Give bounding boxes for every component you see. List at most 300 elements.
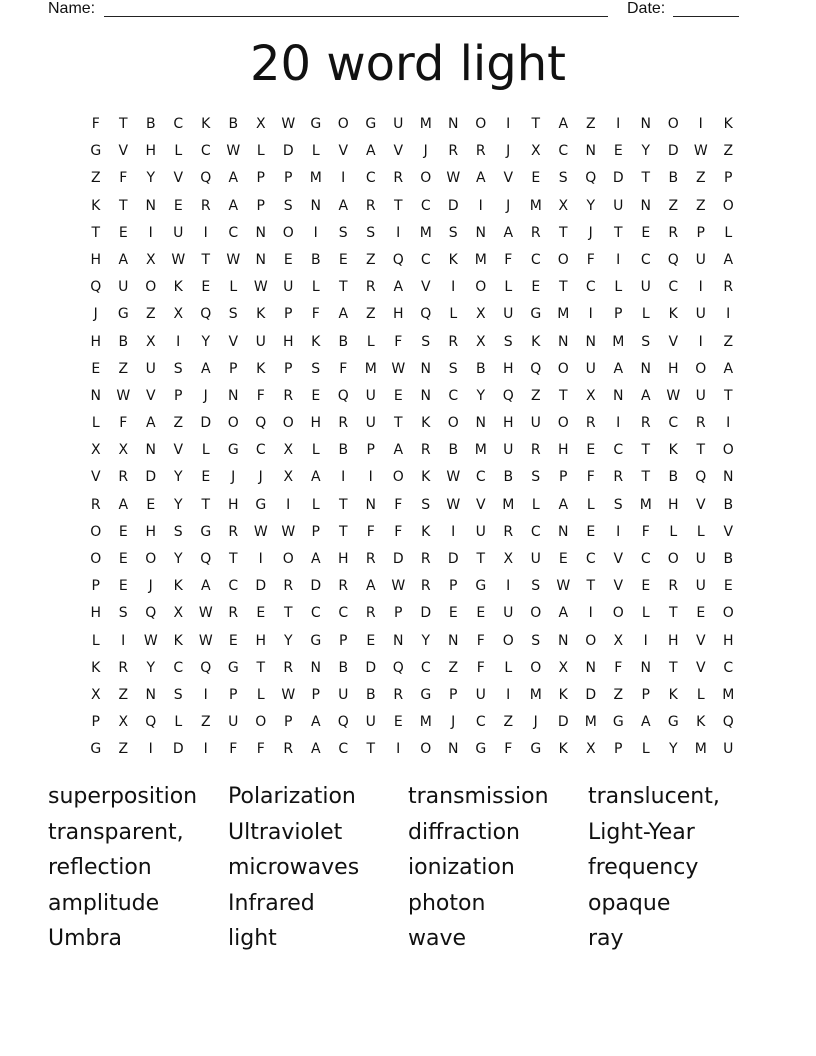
grid-letter: R [393, 686, 404, 703]
grid-letter: I [451, 279, 456, 296]
grid-letter: P [449, 686, 458, 703]
grid-letter: N [420, 360, 431, 377]
grid-letter: C [420, 197, 431, 214]
grid-letter: I [588, 306, 593, 323]
grid-letter: P [641, 686, 650, 703]
grid-letter: Z [365, 251, 376, 268]
grid-letter: F [504, 251, 513, 268]
grid-letter: T [476, 551, 486, 567]
grid-letter: N [558, 632, 569, 649]
grid-letter: I [313, 224, 318, 241]
grid-letter: A [338, 197, 349, 214]
grid-letter: F [229, 741, 238, 758]
grid-letter: Y [201, 333, 211, 350]
grid-letter: T [283, 605, 293, 622]
grid-letter: N [228, 387, 239, 404]
grid-letter: G [475, 741, 487, 758]
grid-letter: E [366, 632, 376, 649]
grid-letter: A [393, 442, 404, 459]
grid-letter: R [530, 442, 541, 459]
grid-letter: R [723, 279, 734, 296]
grid-letter: Z [613, 686, 624, 703]
grid-letter: H [90, 605, 102, 622]
grid-letter: O [282, 415, 294, 432]
grid-letter: G [200, 523, 212, 540]
grid-letter: I [451, 523, 456, 540]
grid-letter: R [448, 143, 459, 160]
grid-letter: M [584, 714, 597, 731]
grid-letter: A [310, 741, 321, 758]
name-fill-line[interactable] [104, 16, 608, 17]
grid-letter: Z [668, 197, 679, 214]
grid-letter: N [255, 251, 266, 268]
grid-letter: R [365, 279, 376, 296]
grid-letter: A [640, 714, 651, 731]
grid-letter: R [338, 415, 349, 432]
grid-letter: X [475, 306, 486, 323]
grid-letter: P [366, 442, 375, 459]
grid-letter: W [143, 632, 158, 649]
grid-letter: Y [173, 551, 183, 567]
grid-letter: H [502, 360, 514, 377]
grid-letter: I [286, 496, 291, 513]
grid-letter: C [668, 279, 679, 296]
grid-letter: L [311, 143, 320, 160]
grid-letter: Q [585, 170, 597, 187]
grid-letter: K [173, 279, 183, 296]
grid-letter: G [117, 306, 129, 323]
grid-letter: O [90, 523, 102, 540]
grid-letter: B [723, 496, 734, 513]
grid-letter: S [173, 360, 183, 377]
grid-letter: C [173, 659, 184, 676]
word-list-item: wave [408, 926, 467, 952]
grid-letter: R [118, 469, 129, 486]
grid-letter: C [475, 714, 486, 731]
grid-letter: K [311, 333, 321, 350]
grid-letter: K [696, 714, 706, 731]
grid-letter: J [258, 469, 263, 486]
grid-letter: E [696, 605, 706, 622]
grid-letter: O [255, 714, 267, 731]
grid-letter: U [695, 551, 706, 567]
grid-letter: D [420, 605, 432, 622]
grid-letter: L [201, 442, 210, 459]
grid-letter: I [616, 251, 621, 268]
grid-letter: V [613, 551, 624, 567]
grid-letter: Q [337, 714, 349, 731]
grid-letter: G [530, 741, 542, 758]
grid-letter: P [229, 686, 238, 703]
grid-letter: D [200, 415, 212, 432]
grid-letter: L [641, 306, 650, 323]
grid-letter: Z [118, 686, 129, 703]
grid-letter: V [118, 143, 129, 160]
grid-letter: I [616, 523, 621, 540]
grid-letter: T [558, 224, 568, 241]
grid-letter: N [255, 224, 266, 241]
grid-letter: Z [695, 170, 706, 187]
grid-letter: B [503, 469, 514, 486]
grid-letter: Y [173, 496, 183, 513]
grid-letter: Q [392, 251, 404, 268]
grid-letter: B [475, 360, 486, 377]
grid-letter: L [696, 686, 705, 703]
grid-letter: S [531, 469, 541, 486]
grid-letter: H [722, 632, 734, 649]
grid-letter: N [585, 333, 596, 350]
grid-letter: N [448, 116, 459, 132]
grid-letter: G [90, 741, 102, 758]
grid-letter: C [558, 143, 569, 160]
grid-letter: E [118, 224, 128, 241]
grid-letter: N [558, 523, 569, 540]
grid-letter: U [695, 578, 706, 595]
grid-letter: Q [502, 387, 514, 404]
grid-letter: P [284, 360, 293, 377]
grid-letter: F [641, 523, 650, 540]
grid-letter: L [174, 714, 183, 731]
grid-letter: T [228, 551, 238, 567]
grid-letter: A [723, 251, 734, 268]
grid-letter: W [281, 686, 296, 703]
grid-letter: Q [530, 360, 542, 377]
grid-letter: R [365, 197, 376, 214]
grid-letter: F [119, 415, 128, 432]
grid-letter: Y [146, 170, 156, 187]
grid-letter: F [256, 387, 265, 404]
grid-letter: K [558, 741, 568, 758]
grid-letter: O [282, 224, 294, 241]
grid-letter: P [256, 197, 265, 214]
grid-letter: M [722, 686, 735, 703]
grid-letter: Z [365, 306, 376, 323]
grid-letter: V [393, 143, 404, 160]
grid-letter: O [667, 551, 679, 567]
grid-letter: U [503, 605, 514, 622]
grid-letter: I [726, 306, 731, 323]
grid-letter: P [256, 170, 265, 187]
grid-letter: O [612, 605, 624, 622]
grid-letter: X [558, 197, 569, 214]
grid-letter: A [613, 360, 624, 377]
grid-letter: Z [723, 333, 734, 350]
grid-letter: A [558, 605, 569, 622]
grid-letter: E [118, 551, 128, 567]
grid-letter: C [530, 251, 541, 268]
word-list-item: ionization [408, 855, 515, 881]
grid-letter: L [531, 496, 540, 513]
grid-letter: E [586, 523, 596, 540]
grid-letter: D [145, 469, 157, 486]
grid-letter: O [695, 360, 707, 377]
grid-letter: C [228, 578, 239, 595]
grid-letter: A [558, 496, 569, 513]
grid-letter: T [696, 442, 706, 459]
grid-letter: M [474, 251, 487, 268]
grid-letter: T [558, 387, 568, 404]
grid-letter: I [616, 116, 621, 132]
grid-letter: G [227, 659, 239, 676]
grid-letter: U [145, 360, 156, 377]
grid-letter: M [419, 116, 432, 132]
grid-letter: U [338, 686, 349, 703]
grid-letter: C [723, 659, 734, 676]
grid-letter: U [695, 306, 706, 323]
grid-letter: T [558, 279, 568, 296]
grid-letter: K [668, 442, 678, 459]
grid-letter: L [504, 279, 513, 296]
grid-letter: L [724, 224, 733, 241]
grid-letter: D [447, 551, 459, 567]
grid-letter: W [253, 279, 268, 296]
grid-letter: B [338, 442, 349, 459]
grid-letter: I [341, 469, 346, 486]
grid-letter: C [530, 523, 541, 540]
grid-letter: N [585, 659, 596, 676]
grid-letter: A [310, 714, 321, 731]
grid-letter: R [420, 551, 431, 567]
grid-letter: V [695, 659, 706, 676]
grid-letter: E [531, 279, 541, 296]
grid-letter: T [668, 659, 678, 676]
grid-letter: M [529, 197, 542, 214]
grid-letter: I [203, 224, 208, 241]
grid-letter: P [174, 387, 183, 404]
grid-letter: C [613, 442, 624, 459]
grid-letter: Z [90, 170, 101, 187]
grid-letter: F [614, 659, 623, 676]
grid-letter: Q [255, 415, 267, 432]
grid-letter: W [281, 116, 296, 132]
grid-letter: E [283, 251, 293, 268]
worksheet-header [0, 0, 816, 22]
grid-letter: J [533, 714, 538, 731]
grid-letter: G [420, 686, 432, 703]
grid-letter: I [698, 333, 703, 350]
grid-letter: D [667, 143, 679, 160]
grid-letter: B [365, 686, 376, 703]
grid-letter: S [558, 170, 568, 187]
grid-letter: C [200, 143, 211, 160]
grid-letter: H [227, 496, 239, 513]
grid-letter: O [337, 116, 349, 132]
grid-letter: E [201, 279, 211, 296]
grid-letter: B [338, 333, 349, 350]
grid-letter: A [200, 578, 211, 595]
grid-letter: I [506, 686, 511, 703]
grid-letter: I [341, 170, 346, 187]
grid-letter: L [311, 442, 320, 459]
grid-letter: R [283, 387, 294, 404]
grid-letter: Y [283, 632, 293, 649]
date-fill-line[interactable] [673, 16, 739, 17]
grid-letter: Q [200, 170, 212, 187]
grid-letter: L [669, 523, 678, 540]
grid-letter: K [91, 659, 101, 676]
grid-letter: P [449, 578, 458, 595]
grid-letter: B [310, 251, 321, 268]
grid-letter: H [392, 306, 404, 323]
grid-letter: N [475, 224, 486, 241]
grid-letter: R [393, 170, 404, 187]
grid-letter: U [393, 116, 404, 132]
grid-letter: X [503, 551, 514, 567]
grid-letter: I [506, 116, 511, 132]
grid-letter: Z [173, 415, 184, 432]
grid-letter: Z [448, 659, 459, 676]
grid-letter: G [255, 496, 267, 513]
grid-letter: P [394, 605, 403, 622]
grid-letter: J [423, 143, 428, 160]
grid-letter: L [311, 279, 320, 296]
grid-letter: W [666, 387, 681, 404]
grid-letter: R [338, 578, 349, 595]
grid-letter: U [365, 387, 376, 404]
grid-letter: B [228, 116, 239, 132]
word-list-item: translucent, [588, 784, 720, 809]
grid-letter: C [338, 605, 349, 622]
grid-letter: H [502, 415, 514, 432]
grid-letter: X [173, 605, 184, 622]
grid-letter: V [695, 496, 706, 513]
grid-letter: C [448, 387, 459, 404]
grid-letter: F [256, 741, 265, 758]
grid-letter: A [118, 251, 129, 268]
grid-letter: Q [200, 659, 212, 676]
grid-letter: Z [200, 714, 211, 731]
grid-letter: N [585, 143, 596, 160]
grid-letter: B [448, 442, 459, 459]
grid-letter: R [200, 197, 211, 214]
grid-letter: I [698, 279, 703, 296]
grid-letter: N [310, 659, 321, 676]
grid-letter: R [420, 442, 431, 459]
grid-letter: W [446, 496, 461, 513]
grid-letter: M [694, 741, 707, 758]
grid-letter: X [613, 632, 624, 649]
grid-letter: R [668, 578, 679, 595]
grid-letter: L [696, 523, 705, 540]
grid-letter: A [475, 170, 486, 187]
grid-letter: N [723, 469, 734, 486]
grid-letter: P [724, 170, 733, 187]
grid-letter: P [91, 714, 100, 731]
grid-letter: L [586, 496, 595, 513]
grid-letter: U [475, 523, 486, 540]
grid-letter: N [365, 496, 376, 513]
word-list-item: ray [588, 926, 624, 952]
word-list [48, 779, 768, 957]
grid-letter: N [640, 116, 651, 132]
grid-letter: D [585, 686, 597, 703]
grid-letter: T [586, 578, 596, 595]
grid-letter: R [228, 523, 239, 540]
grid-letter: I [148, 224, 153, 241]
grid-letter: D [557, 714, 569, 731]
grid-letter: N [640, 360, 651, 377]
grid-letter: I [588, 605, 593, 622]
grid-letter: H [90, 333, 102, 350]
grid-letter: C [420, 659, 431, 676]
grid-letter: V [173, 170, 184, 187]
grid-letter: O [557, 251, 569, 268]
grid-letter: E [118, 578, 128, 595]
grid-letter: U [723, 741, 734, 758]
grid-letter: G [530, 306, 542, 323]
grid-letter: B [668, 469, 679, 486]
grid-letter: L [91, 415, 100, 432]
grid-letter: M [502, 496, 515, 513]
grid-letter: K [256, 306, 266, 323]
grid-letter: O [667, 116, 679, 132]
grid-letter: P [559, 469, 568, 486]
grid-letter: V [173, 442, 184, 459]
grid-letter: H [255, 632, 267, 649]
grid-letter: L [614, 279, 623, 296]
grid-letter: K [723, 116, 733, 132]
grid-letter: U [695, 387, 706, 404]
word-list-item: Umbra [48, 926, 123, 952]
grid-letter: E [586, 442, 596, 459]
grid-letter: K [173, 578, 183, 595]
grid-letter: E [476, 605, 486, 622]
grid-letter: M [474, 442, 487, 459]
grid-letter: W [198, 605, 213, 622]
grid-letter: T [201, 496, 211, 513]
grid-letter: Q [695, 469, 707, 486]
grid-letter: N [558, 333, 569, 350]
grid-letter: E [91, 360, 101, 377]
grid-letter: J [231, 469, 236, 486]
grid-letter: A [200, 360, 211, 377]
grid-letter: G [667, 714, 679, 731]
grid-letter: O [392, 469, 404, 486]
grid-letter: I [203, 741, 208, 758]
grid-letter: F [91, 116, 100, 132]
grid-letter: I [258, 551, 263, 567]
grid-letter: X [530, 143, 541, 160]
grid-letter: W [556, 578, 571, 595]
puzzle-title: 20 word light [250, 36, 566, 92]
grid-letter: E [173, 197, 183, 214]
word-list-item: frequency [588, 855, 699, 881]
grid-letter: D [255, 578, 267, 595]
word-list-item: opaque [588, 890, 671, 916]
grid-letter: M [419, 224, 432, 241]
word-list-item: Ultraviolet [228, 819, 343, 845]
grid-letter: Z [118, 741, 129, 758]
grid-letter: F [394, 333, 403, 350]
grid-letter: P [339, 632, 348, 649]
grid-letter: P [229, 360, 238, 377]
grid-letter: Q [200, 551, 212, 567]
grid-letter: A [640, 387, 651, 404]
grid-letter: X [118, 442, 129, 459]
grid-letter: T [393, 197, 403, 214]
grid-letter: I [616, 415, 621, 432]
word-list-item: superposition [48, 784, 198, 809]
grid-letter: I [506, 578, 511, 595]
grid-letter: W [281, 523, 296, 540]
grid-letter: W [391, 360, 406, 377]
grid-letter: Z [530, 387, 541, 404]
grid-letter: L [449, 306, 458, 323]
grid-letter: L [256, 143, 265, 160]
grid-letter: T [338, 496, 348, 513]
grid-letter: Z [145, 306, 156, 323]
grid-letter: M [612, 333, 625, 350]
